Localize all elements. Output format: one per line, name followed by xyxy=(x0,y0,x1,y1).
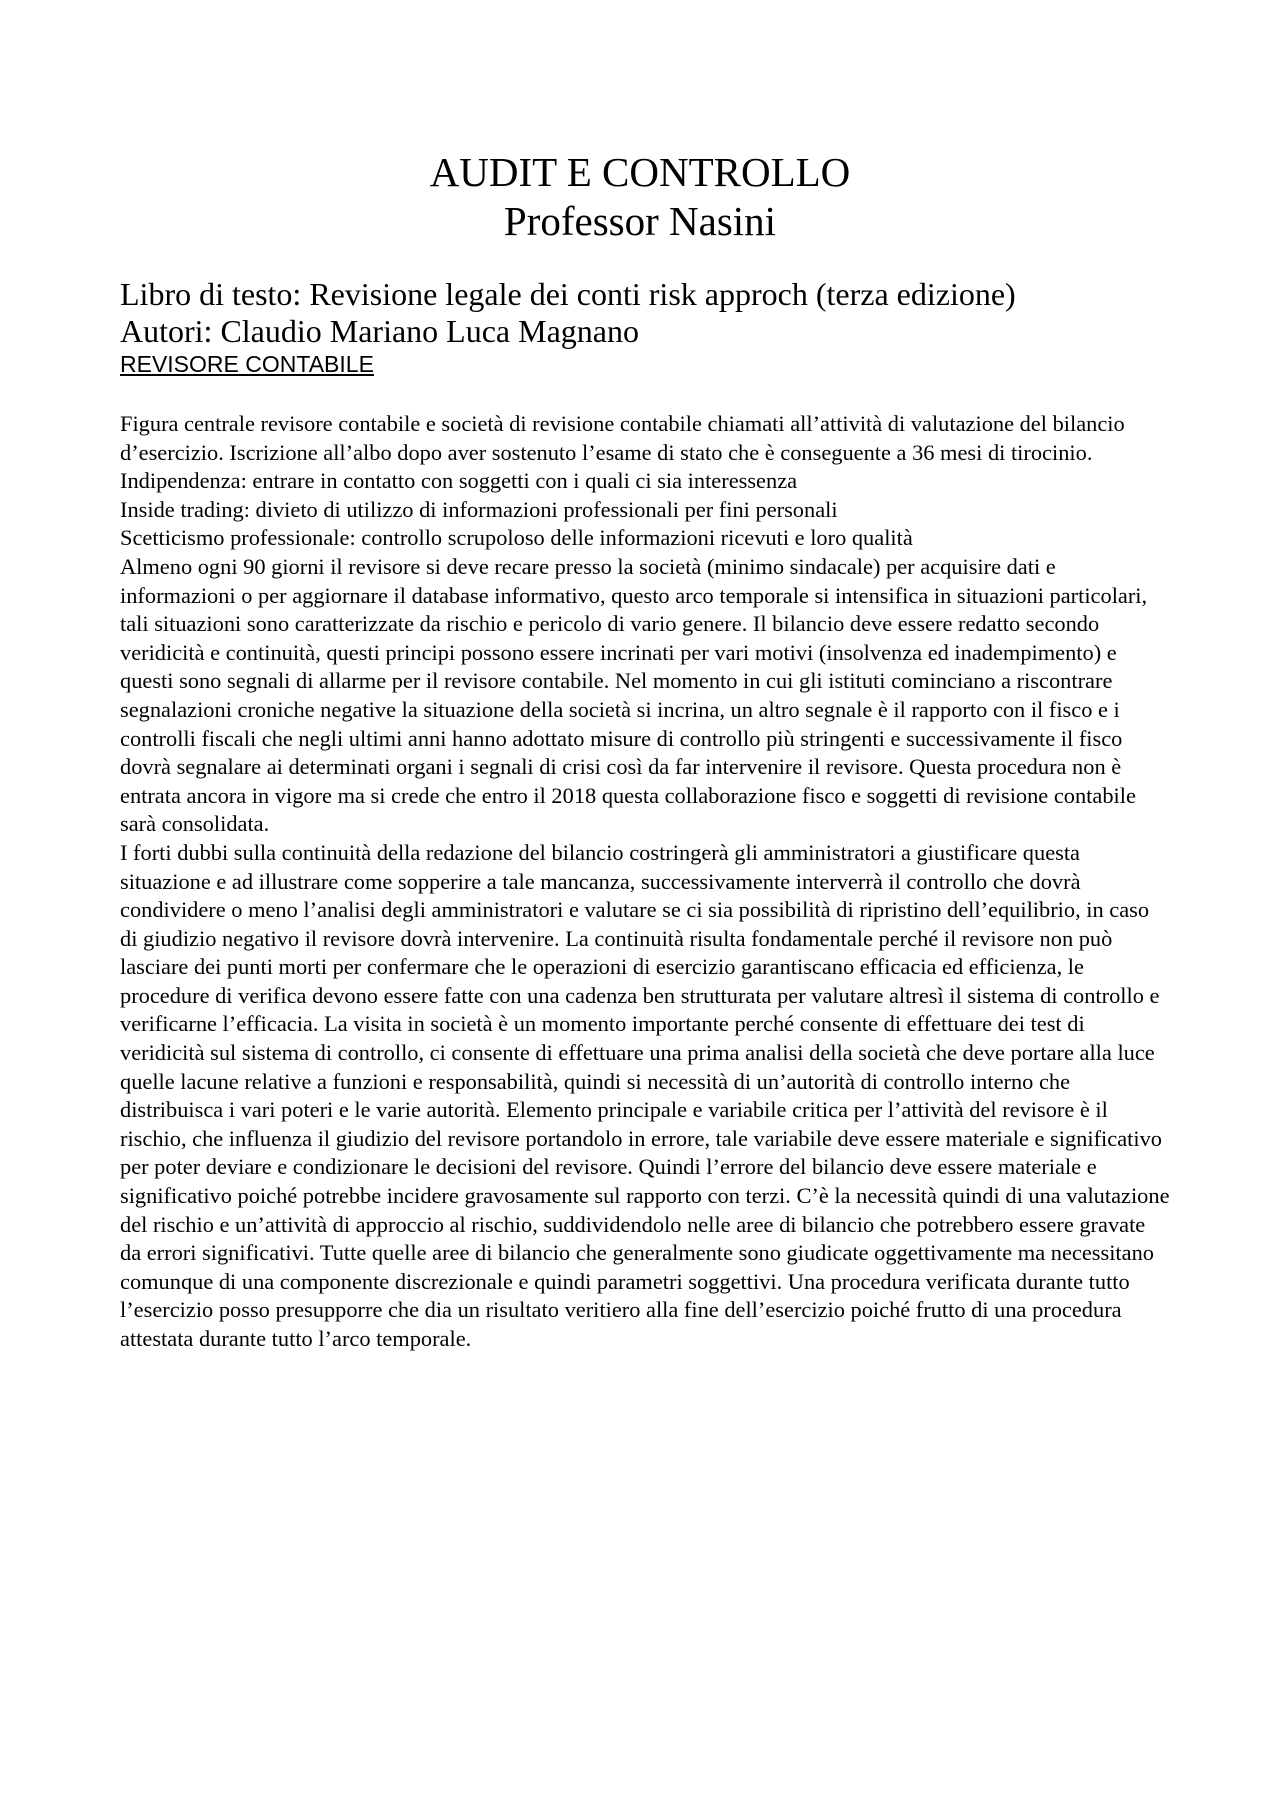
paragraph: Almeno ogni 90 giorni il revisore si deve recare presso la società (minimo sindacale) per acquisire dati e informazioni o per aggiornare il database informativo, questo arco temporale si intensifica in situazioni particolari, tali situazioni sono caratterizzate da rischio e pericolo di vario genere. Il bilancio deve essere redatto secondo veridicità e continuità, questi principi possono essere incrinati per vari motivi (insolvenza ed inadempimento) e questi sono segnali di allarme per il revisore contabile. Nel momento in cui gli istituti cominciano a riscontrare segnalazioni croniche negative la situazione della società si incrina, un altro segnale è il rapporto con il fisco e i controlli fiscali che negli ultimi anni hanno adottato misure di controllo più stringenti e successivamente il fisco dovrà segnalare ai determinati organi i segnali di crisi così da far intervenire il revisore. Questa procedura non è entrata ancora in vigore ma si crede che entro il 2018 questa collaborazione fisco e soggetti di revisione contabile sarà consolidata. xyxy=(120,553,1148,837)
authors-line: Autori: Claudio Mariano Luca Magnano xyxy=(120,313,639,349)
title-block xyxy=(0,148,1280,246)
body-text xyxy=(120,410,1170,1354)
document-subtitle: Professor Nasini xyxy=(503,198,777,244)
paragraph: Indipendenza: entrare in contatto con soggetti con i quali ci sia interessenza xyxy=(120,468,798,494)
section-heading: REVISORE CONTABILE xyxy=(120,351,374,377)
paragraph: Figura centrale revisore contabile e società di revisione contabile chiamati all’attività di valutazione del bilancio d’esercizio. Iscrizione all’albo dopo aver sostenuto l’esame di stato che è conseguente a 36 mesi di tirocinio. xyxy=(120,411,1125,465)
paragraph: Inside trading: divieto di utilizzo di informazioni professionali per fini personali xyxy=(120,496,838,522)
paragraph: I forti dubbi sulla continuità della redazione del bilancio costringerà gli amministratori a giustificare questa situazione e ad illustrare come sopperire a tale mancanza, successivamente interverrà il controllo che dovrà condividere o meno l’analisi degli amministratori e valutare se ci sia possibilità di ripristino dell’equilibrio, in caso di giudizio negativo il revisore dovrà intervenire. La continuità risulta fondamentale perché il revisore non può lasciare dei punti morti per confermare che le operazioni di esercizio garantiscano efficacia ed efficienza, le procedure di verifica devono essere fatte con una cadenza ben strutturata per valutare altresì il sistema di controllo e verificarne l’efficacia. La visita in società è un momento importante perché consente di effettuare dei test di veridicità sul sistema di controllo, ci consente di effettuare una prima analisi della società che deve portare alla luce quelle lacune relative a funzioni e responsabilità, quindi si necessità di un’autorità di controllo interno che distribuisca i vari poteri e le varie autorità. Elemento principale e variabile critica per l’attività del revisore è il rischio, che influenza il giudizio del revisore portandolo in errore, tale variabile deve essere materiale e significativo per poter deviare e condizionare le decisioni del revisore. Quindi l’errore del bilancio deve essere materiale e significativo poiché potrebbe incidere gravosamente sul rapporto con terzi. C’è la necessità quindi di una valutazione del rischio e un’attività di approccio al rischio, suddividendolo nelle aree di bilancio che potrebbero essere gravate da errori significativi. Tutte quelle aree di bilancio che generalmente sono giudicate oggettivamente ma necessitano comunque di una componente discrezionale e quindi parametri soggettivi. Una procedura verificata durante tutto l’esercizio posso presupporre che dia un risultato veritiero alla fine dell’esercizio poiché frutto di una procedura attestata durante tutto l’arco temporale. xyxy=(120,839,1170,1351)
metadata-block xyxy=(120,276,1180,378)
document-title: AUDIT E CONTROLLO xyxy=(429,149,851,195)
textbook-line: Libro di testo: Revisione legale dei conti risk approch (terza edizione) xyxy=(120,276,1016,312)
paragraph: Scetticismo professionale: controllo scrupoloso delle informazioni ricevuti e loro qualità xyxy=(120,525,913,551)
